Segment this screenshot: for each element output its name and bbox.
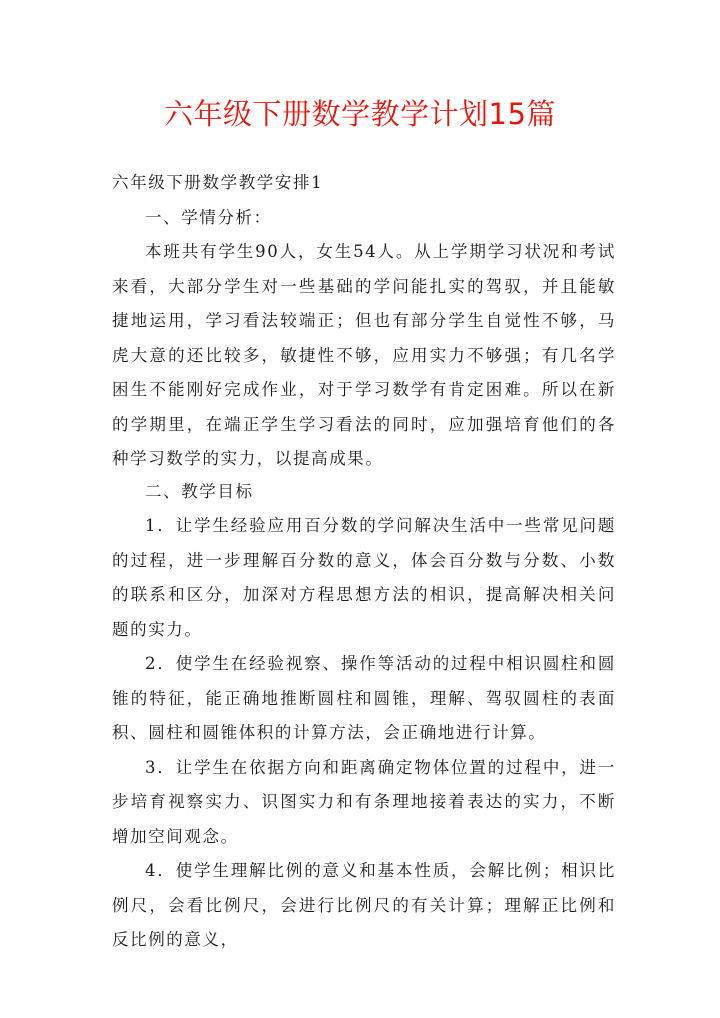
goal-4-paragraph: 4．使学生理解比例的意义和基本性质，会解比例；相识比例尺，会看比例尺，会进行比例尺的有关计算；理解正比例和反比例的意义， [112, 861, 616, 949]
document-body [112, 166, 616, 958]
goal-3-paragraph: 3．让学生在依据方向和距离确定物体位置的过程中，进一步培育视察实力、识图实力和有条理地接着表达的实力，不断增加空间观念。 [112, 757, 616, 846]
part1-paragraph: 本班共有学生90人，女生54人。从上学期学习状况和考试来看，大部分学生对一些基础的学问能扎实的驾驭，并且能敏捷地运用，学习看法较端正；但也有部分学生自觉性不够，马虎大意的还比较多，敏捷性不够，应用实力不够强；有几名学困生不能刚好完成作业，对于学习数学有肯定困难。所以在新的学期里，在端正学生学习看法的同时，应加强培育他们的各种学习数学的实力，以提高成果。 [112, 242, 616, 468]
document-title: 六年级下册数学教学计划15篇 [164, 97, 556, 131]
part1-heading: 一、学情分析： [145, 207, 272, 227]
section-heading: 六年级下册数学教学安排1 [112, 173, 324, 192]
goal-2-paragraph: 2．使学生在经验视察、操作等活动的过程中相识圆柱和圆锥的特征，能正确地推断圆柱和圆锥，理解、驾驭圆柱的表面积、圆柱和圆锥体积的计算方法，会正确地进行计算。 [112, 654, 616, 742]
goal-1-paragraph: 1．让学生经验应用百分数的学问解决生活中一些常见问题的过程，进一步理解百分数的意义，体会百分数与分数、小数的联系和区分，加深对方程思想方法的相识，提高解决相关问题的实力。 [112, 516, 616, 639]
part2-heading: 二、教学目标 [145, 481, 254, 501]
